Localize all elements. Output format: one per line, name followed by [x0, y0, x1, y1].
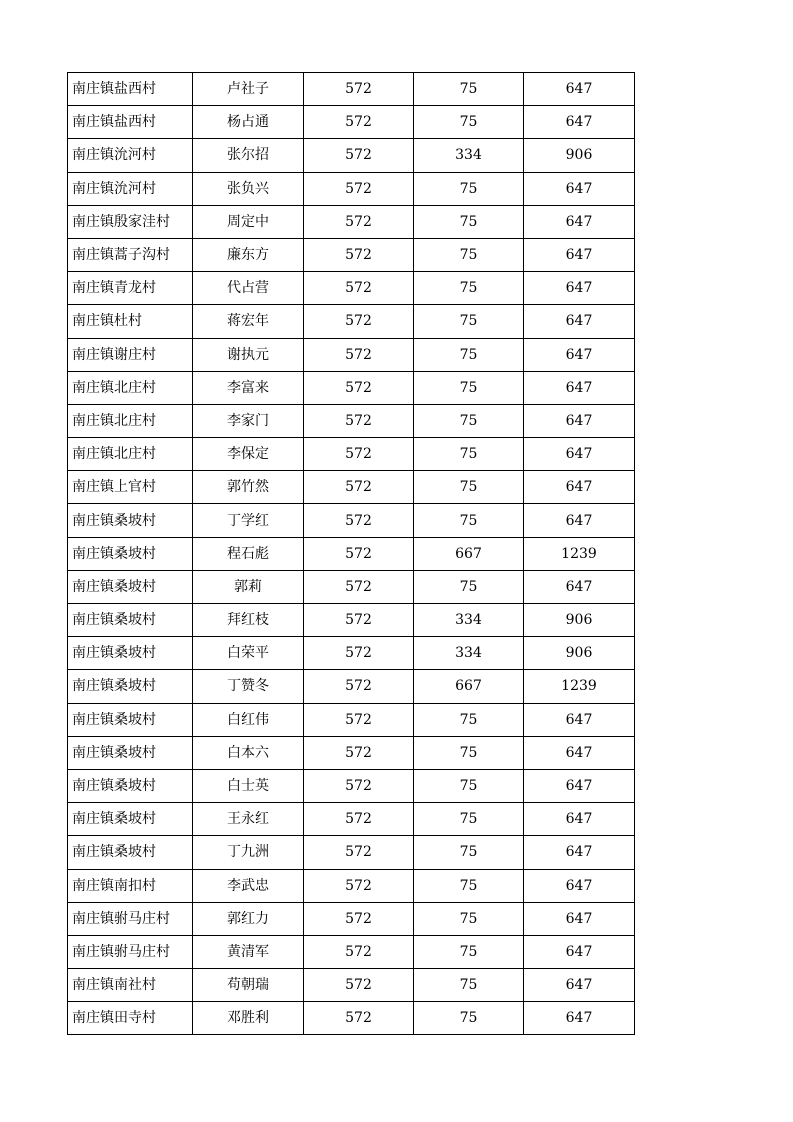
name-cell: 郭莉: [193, 570, 304, 603]
village-cell: 南庄镇盐西村: [68, 106, 193, 139]
village-cell: 南庄镇南社村: [68, 969, 193, 1002]
total-cell: 647: [524, 869, 635, 902]
name-cell: 卢社子: [193, 73, 304, 106]
total-cell: 647: [524, 471, 635, 504]
amount-b-cell: 75: [414, 1002, 524, 1035]
village-cell: 南庄镇桑坡村: [68, 703, 193, 736]
total-cell: 647: [524, 570, 635, 603]
amount-b-cell: 75: [414, 836, 524, 869]
name-cell: 郭红力: [193, 902, 304, 935]
name-cell: 郭竹然: [193, 471, 304, 504]
table-row: [68, 205, 635, 238]
amount-b-cell: 334: [414, 604, 524, 637]
table-row: [68, 106, 635, 139]
amount-b-cell: 334: [414, 637, 524, 670]
amount-b-cell: 75: [414, 969, 524, 1002]
amount-b-cell: 75: [414, 902, 524, 935]
amount-b-cell: 75: [414, 338, 524, 371]
table-row: [68, 438, 635, 471]
amount-b-cell: 75: [414, 736, 524, 769]
village-cell: 南庄镇桑坡村: [68, 637, 193, 670]
amount-a-cell: 572: [304, 736, 414, 769]
amount-a-cell: 572: [304, 205, 414, 238]
name-cell: 邓胜利: [193, 1002, 304, 1035]
table-row: [68, 272, 635, 305]
name-cell: 丁九洲: [193, 836, 304, 869]
name-cell: 张负兴: [193, 172, 304, 205]
amount-a-cell: 572: [304, 238, 414, 271]
amount-b-cell: 75: [414, 471, 524, 504]
amount-a-cell: 572: [304, 670, 414, 703]
village-cell: 南庄镇桑坡村: [68, 769, 193, 802]
table-body: [68, 73, 635, 1035]
total-cell: 647: [524, 172, 635, 205]
amount-b-cell: 75: [414, 703, 524, 736]
total-cell: 647: [524, 902, 635, 935]
total-cell: 647: [524, 504, 635, 537]
village-cell: 南庄镇北庄村: [68, 371, 193, 404]
amount-b-cell: 75: [414, 438, 524, 471]
amount-a-cell: 572: [304, 836, 414, 869]
data-table: [67, 72, 635, 1035]
village-cell: 南庄镇桑坡村: [68, 836, 193, 869]
amount-b-cell: 667: [414, 670, 524, 703]
amount-b-cell: 75: [414, 305, 524, 338]
name-cell: 丁赞冬: [193, 670, 304, 703]
name-cell: 张尔招: [193, 139, 304, 172]
table-row: [68, 238, 635, 271]
total-cell: 906: [524, 139, 635, 172]
village-cell: 南庄镇蒿子沟村: [68, 238, 193, 271]
table-row: [68, 969, 635, 1002]
village-cell: 南庄镇殷家洼村: [68, 205, 193, 238]
total-cell: 647: [524, 371, 635, 404]
total-cell: 647: [524, 305, 635, 338]
amount-a-cell: 572: [304, 106, 414, 139]
amount-a-cell: 572: [304, 570, 414, 603]
amount-b-cell: 75: [414, 869, 524, 902]
amount-a-cell: 572: [304, 471, 414, 504]
total-cell: 647: [524, 769, 635, 802]
total-cell: 906: [524, 637, 635, 670]
amount-b-cell: 75: [414, 272, 524, 305]
table-row: [68, 139, 635, 172]
village-cell: 南庄镇上官村: [68, 471, 193, 504]
village-cell: 南庄镇青龙村: [68, 272, 193, 305]
amount-b-cell: 75: [414, 570, 524, 603]
name-cell: 李武忠: [193, 869, 304, 902]
name-cell: 苟朝瑞: [193, 969, 304, 1002]
amount-b-cell: 75: [414, 371, 524, 404]
table-row: [68, 371, 635, 404]
amount-a-cell: 572: [304, 371, 414, 404]
amount-a-cell: 572: [304, 769, 414, 802]
village-cell: 南庄镇桑坡村: [68, 570, 193, 603]
amount-a-cell: 572: [304, 404, 414, 437]
village-cell: 南庄镇桑坡村: [68, 604, 193, 637]
total-cell: 647: [524, 73, 635, 106]
total-cell: 1239: [524, 670, 635, 703]
total-cell: 647: [524, 803, 635, 836]
name-cell: 李保定: [193, 438, 304, 471]
name-cell: 丁学红: [193, 504, 304, 537]
amount-b-cell: 75: [414, 504, 524, 537]
amount-a-cell: 572: [304, 139, 414, 172]
village-cell: 南庄镇南扣村: [68, 869, 193, 902]
village-cell: 南庄镇驸马庄村: [68, 902, 193, 935]
amount-a-cell: 572: [304, 902, 414, 935]
amount-a-cell: 572: [304, 272, 414, 305]
table-row: [68, 305, 635, 338]
amount-b-cell: 75: [414, 769, 524, 802]
village-cell: 南庄镇北庄村: [68, 438, 193, 471]
village-cell: 南庄镇北庄村: [68, 404, 193, 437]
table-row: [68, 902, 635, 935]
village-cell: 南庄镇桑坡村: [68, 504, 193, 537]
table-row: [68, 172, 635, 205]
village-cell: 南庄镇沇河村: [68, 172, 193, 205]
amount-a-cell: 572: [304, 504, 414, 537]
amount-b-cell: 75: [414, 205, 524, 238]
amount-a-cell: 572: [304, 969, 414, 1002]
table-row: [68, 404, 635, 437]
name-cell: 白士英: [193, 769, 304, 802]
spreadsheet-page: [67, 72, 634, 1035]
village-cell: 南庄镇桑坡村: [68, 670, 193, 703]
table-row: [68, 504, 635, 537]
name-cell: 程石彪: [193, 537, 304, 570]
table-row: [68, 703, 635, 736]
village-cell: 南庄镇杜村: [68, 305, 193, 338]
name-cell: 黄清军: [193, 935, 304, 968]
total-cell: 647: [524, 106, 635, 139]
total-cell: 647: [524, 969, 635, 1002]
name-cell: 白荣平: [193, 637, 304, 670]
table-row: [68, 1002, 635, 1035]
table-row: [68, 471, 635, 504]
amount-a-cell: 572: [304, 637, 414, 670]
amount-b-cell: 667: [414, 537, 524, 570]
table-row: [68, 836, 635, 869]
table-row: [68, 570, 635, 603]
table-row: [68, 769, 635, 802]
total-cell: 647: [524, 1002, 635, 1035]
amount-b-cell: 75: [414, 935, 524, 968]
table-row: [68, 869, 635, 902]
name-cell: 周定中: [193, 205, 304, 238]
amount-a-cell: 572: [304, 305, 414, 338]
village-cell: 南庄镇盐西村: [68, 73, 193, 106]
amount-a-cell: 572: [304, 537, 414, 570]
table-row: [68, 73, 635, 106]
amount-b-cell: 75: [414, 172, 524, 205]
name-cell: 李富来: [193, 371, 304, 404]
total-cell: 647: [524, 935, 635, 968]
amount-a-cell: 572: [304, 1002, 414, 1035]
amount-b-cell: 75: [414, 803, 524, 836]
amount-b-cell: 75: [414, 404, 524, 437]
amount-a-cell: 572: [304, 438, 414, 471]
amount-a-cell: 572: [304, 803, 414, 836]
amount-a-cell: 572: [304, 604, 414, 637]
village-cell: 南庄镇桑坡村: [68, 537, 193, 570]
total-cell: 647: [524, 404, 635, 437]
name-cell: 谢执元: [193, 338, 304, 371]
name-cell: 拜红枝: [193, 604, 304, 637]
name-cell: 廉东方: [193, 238, 304, 271]
total-cell: 647: [524, 272, 635, 305]
village-cell: 南庄镇沇河村: [68, 139, 193, 172]
village-cell: 南庄镇桑坡村: [68, 736, 193, 769]
amount-a-cell: 572: [304, 869, 414, 902]
name-cell: 蒋宏年: [193, 305, 304, 338]
village-cell: 南庄镇驸马庄村: [68, 935, 193, 968]
table-row: [68, 736, 635, 769]
amount-b-cell: 75: [414, 238, 524, 271]
name-cell: 李家门: [193, 404, 304, 437]
village-cell: 南庄镇谢庄村: [68, 338, 193, 371]
total-cell: 647: [524, 205, 635, 238]
total-cell: 647: [524, 736, 635, 769]
amount-a-cell: 572: [304, 172, 414, 205]
total-cell: 647: [524, 238, 635, 271]
amount-a-cell: 572: [304, 703, 414, 736]
table-row: [68, 637, 635, 670]
table-row: [68, 604, 635, 637]
table-row: [68, 338, 635, 371]
name-cell: 王永红: [193, 803, 304, 836]
amount-b-cell: 334: [414, 139, 524, 172]
village-cell: 南庄镇桑坡村: [68, 803, 193, 836]
table-row: [68, 803, 635, 836]
name-cell: 杨占通: [193, 106, 304, 139]
total-cell: 906: [524, 604, 635, 637]
total-cell: 647: [524, 338, 635, 371]
total-cell: 647: [524, 703, 635, 736]
amount-a-cell: 572: [304, 935, 414, 968]
village-cell: 南庄镇田寺村: [68, 1002, 193, 1035]
name-cell: 白红伟: [193, 703, 304, 736]
total-cell: 647: [524, 438, 635, 471]
amount-a-cell: 572: [304, 73, 414, 106]
amount-a-cell: 572: [304, 338, 414, 371]
name-cell: 代占营: [193, 272, 304, 305]
name-cell: 白本六: [193, 736, 304, 769]
table-row: [68, 670, 635, 703]
table-row: [68, 537, 635, 570]
total-cell: 647: [524, 836, 635, 869]
amount-b-cell: 75: [414, 73, 524, 106]
table-row: [68, 935, 635, 968]
total-cell: 1239: [524, 537, 635, 570]
amount-b-cell: 75: [414, 106, 524, 139]
